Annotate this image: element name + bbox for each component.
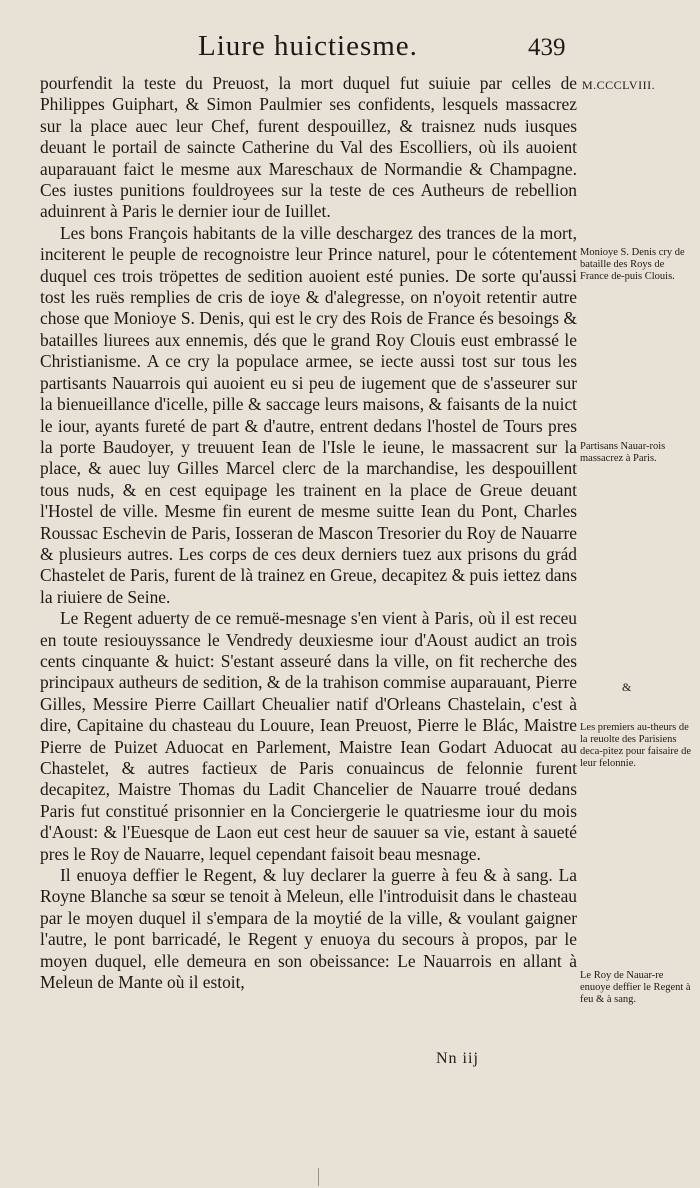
margin-note: Partisans Nauar-rois massacrez à Paris. [580,441,666,464]
page-fold-line [318,1168,319,1186]
paragraph: Il enuoya deffier le Regent, & luy declarer la guerre à feu & à sang. La Royne Blanche sa sœur se tenoit à Meleun, elle l'introduisit dans le chasteau par le moyen duquel il s'empara de la moytié de la ville, & voulant gaigner l'autre, le pont barricadé, le Regent y enuoya du secours à propos, par le moyen duquel, elle demeura en son obeissance: Le Nauarrois en allant à Meleun de Mante où il estoit, [40,865,577,993]
running-head [0,30,700,70]
margin-year: M.CCCLVIII. [582,78,656,92]
signature-mark: Nn iij [436,1050,479,1067]
margin-note: Le Roy de Nauar-re enuoye deffier le Regent à feu & à sang. [580,970,691,1005]
paragraph: Le Regent aduerty de ce remuë-mesnage s'en vient à Paris, où il est receu en toute resiouyssance le Vendredy deuxiesme iour d'Aoust audict an trois cents cinquante & huict: S'estant asseuré dans la ville, on fit recherche des principaux autheurs de sedition, & de la trahison commise auparauant, Pierre Gilles, Messire Pierre Caillart Cheualier natif d'Orleans Chastelain, c'est à dire, Capitaine du chasteau du Louure, Iean Preuost, Pierre le Blác, Maistre Pierre de Puizet Aduocat en Parlement, Maistre Iean Godart Aduocat au Chastelet, & autres factieux de Paris conuaincus de felonnie furent decapitez, Maistre Thomas du Ladit Chancelier de Nauarre troué dedans Paris fut constitué prisonnier en la Conciergerie le quatriesme iour du mois d'Aoust: & l'Euesque de Laon eut cest heur de sauuer sa vie, estant à saueté pres le Roy de Nauarre, lequel cependant faisoit beau mesnage. [40,608,577,864]
body-text [40,73,577,993]
margin-note: Monioye S. Denis cry de bataille des Roys de France de-puis Clouis. [580,247,685,282]
paragraph: Les bons François habitants de la ville deschargez des trances de la mort, inciterent le peuple de recognoistre leur Prince naturel, pour le cótentement duquel ces trois tröpettes de sedition auoient esté punies. De sorte qu'aussi tost les ruës remplies de cris de ioye & d'alegresse, on n'oyoit retentir autre chose que Monioye S. Denis, qui est le cry des Rois de France és besoings & batailles liurees aux ennemis, dés que le grand Roy Clouis eust embrassé le Christianisme. A ce cry la populace armee, se iecte aussi tost sur tous les partisants Nauarrois qui auoient eu si peu de iugement que de s'asseurer sur la bienueillance d'icelle, pille & saccage leurs maisons, & faisants de la nuict le iour, ayants fureté de part & d'autre, entrent dedans l'hostel de Tours pres la porte Baudoyer, y treuuent Iean de l'Isle le ieune, le massacrent sur la place, & auec luy Gilles Marcel clerc de la marchandise, les despouillent tous nuds, & en cest equipage les trainent en la place de Greue deuant l'Hostel de ville. Mesme fin eurent de mesme suitte Iean du Pont, Charles Roussac Eschevin de Paris, Iosseran de Mascon Tresorier du Roy de Nauarre & plusieurs autres. Les corps de ces deux derniers tuez aux prisons du grád Chastelet de Paris, furent de là trainez en Greue, decapitez & puis iettez dans la riuiere de Seine. [40,222,577,607]
page-number: 439 [528,34,566,61]
margin-note: Les premiers au-theurs de la reuolte des Parisiens deca-pitez pour faisaire de leur felonnie. [580,722,692,769]
paragraph: pourfendit la teste du Preuost, la mort duquel fut suiuie par celles de Philippes Guiphart, & Simon Paulmier ses confidents, lesquels massacrez sur la place auec leur Chef, furent despouillez, & traisnez nuds iusques deuant le portail de saincte Catherine du Val des Escolliers, où ils auoient auparauant faict le mesme aux Mareschaux de Normandie & Champagne. Ces iustes punitions fouldroyees sur la teste de ces Autheurs de rebellion aduinrent à Paris le dernier iour de Iuillet. [40,73,577,222]
running-title: Liure huictiesme. [198,30,418,62]
margin-mark: & [622,680,632,694]
